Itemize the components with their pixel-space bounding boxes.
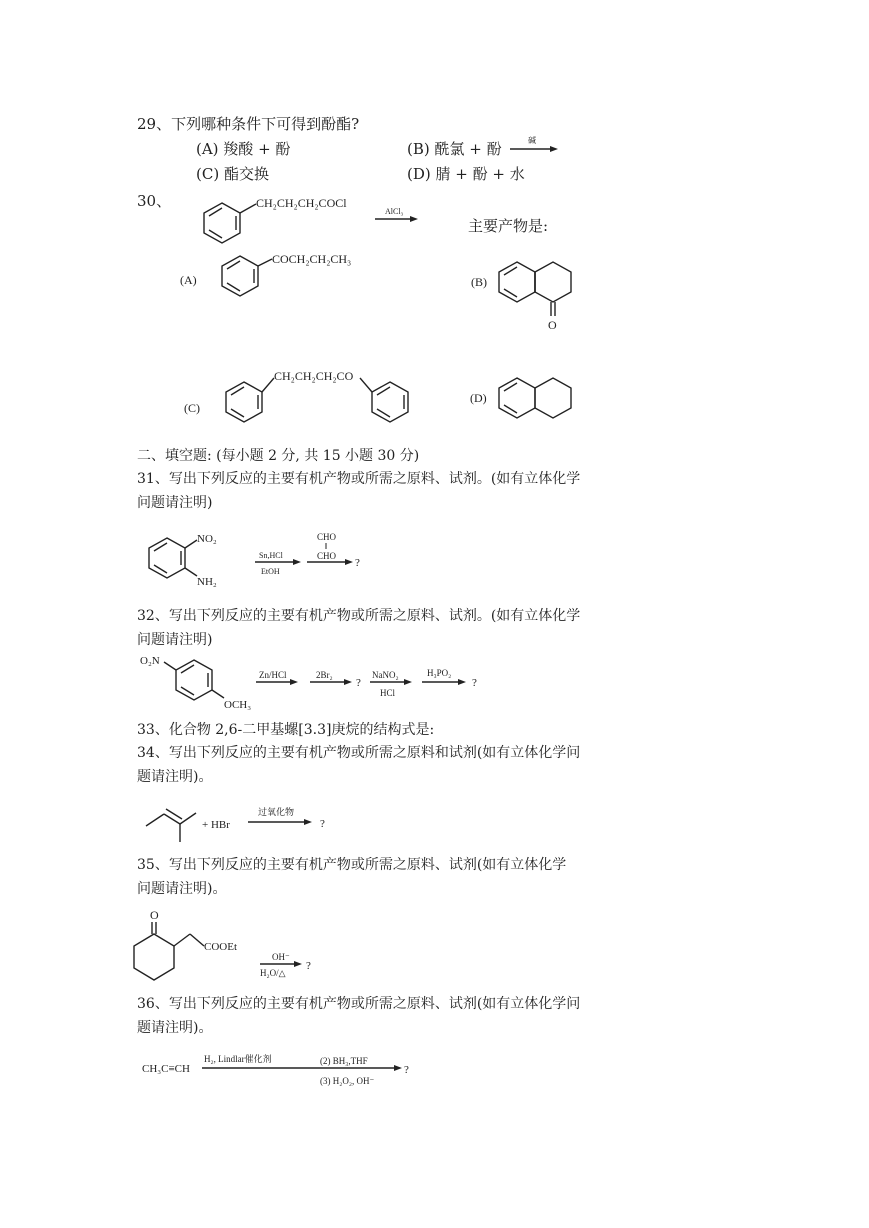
q32-reagent-2: 2Br₂ xyxy=(316,670,333,680)
q35-question: ? xyxy=(306,960,311,972)
q31-nh2: NH₂ xyxy=(197,576,217,588)
q31-reagent-bottom: EtOH xyxy=(261,567,280,576)
q35-reagent-top: OH⁻ xyxy=(272,952,290,962)
q29-option-c: (C) 酯交换 xyxy=(196,165,269,183)
q30-option-a-structure xyxy=(218,248,378,303)
q35-reagent-bottom: H₂O/△ xyxy=(260,968,286,978)
q31-line-2: 问题请注明) xyxy=(137,495,213,511)
q29-option-b-condition: 碱 xyxy=(528,136,536,145)
q29-title: 29、下列哪种条件下可得到酚酯? xyxy=(137,115,360,133)
q32-question-2: ? xyxy=(472,677,477,689)
q32-o2n: O₂N xyxy=(140,655,160,667)
q29-option-d: (D) 腈 + 酚 + 水 xyxy=(407,165,525,183)
q35-cooet: COOEt xyxy=(204,941,237,953)
q36-question: ? xyxy=(404,1064,409,1076)
q31-no2: NO₂ xyxy=(197,533,217,545)
q35-line-2: 问题请注明)。 xyxy=(137,881,227,897)
q32-reagent-1: Zn/HCl xyxy=(259,670,287,680)
q35-line-1: 35、写出下列反应的主要有机产物或所需之原料、试剂(如有立体化学 xyxy=(137,857,567,873)
q32-reagent-3-bottom: HCl xyxy=(380,688,396,698)
q32-reaction xyxy=(140,652,500,712)
q32-line-2: 问题请注明) xyxy=(137,632,213,648)
q34-question: ? xyxy=(320,818,325,830)
q30-label-a: (A) xyxy=(180,273,197,287)
q31-cho-bottom: CHO xyxy=(317,551,337,561)
q30-number: 30、 xyxy=(137,192,172,210)
q32-line-1: 32、写出下列反应的主要有机产物或所需之原料、试剂。(如有立体化学 xyxy=(137,608,581,624)
q29-option-b-arrow xyxy=(510,136,560,156)
q30-option-b-structure xyxy=(497,258,577,338)
q34-line-2: 题请注明)。 xyxy=(137,769,213,785)
q30-reaction-arrow xyxy=(375,206,420,226)
q31-line-1: 31、写出下列反应的主要有机产物或所需之原料、试剂。(如有立体化学 xyxy=(137,471,581,487)
q36-start: CH₃C≡CH xyxy=(142,1063,190,1075)
q30-label-b: (B) xyxy=(471,275,487,289)
q30-option-a-chain: COCH₂CH₂CH₃ xyxy=(272,252,352,266)
q36-reagent-1: H₂, Lindlar催化剂 xyxy=(204,1054,272,1064)
q32-och3: OCH₃ xyxy=(224,699,252,711)
q32-reagent-3-top: NaNO₂ xyxy=(372,670,399,680)
q29-option-a: (A) 羧酸 + 酚 xyxy=(196,140,291,158)
q36-reagent-2-top: (2) BH₃,THF xyxy=(320,1056,368,1066)
q34-reagent: 过氧化物 xyxy=(258,807,295,817)
q34-line-1: 34、写出下列反应的主要有机产物或所需之原料和试剂(如有立体化学问 xyxy=(137,745,581,761)
q36-line-1: 36、写出下列反应的主要有机产物或所需之原料、试剂(如有立体化学问 xyxy=(137,996,581,1012)
q35-reaction xyxy=(130,906,330,986)
q30-option-c-structure xyxy=(222,368,422,428)
q30-label-d: (D) xyxy=(470,391,487,405)
q30-prompt: 主要产物是: xyxy=(468,217,549,235)
q29-option-b: (B) 酰氯 + 酚 xyxy=(407,140,502,158)
q31-question: ? xyxy=(355,557,360,569)
q36-line-2: 题请注明)。 xyxy=(137,1020,213,1036)
section-2-heading: 二、填空题: (每小题 2 分, 共 15 小题 30 分) xyxy=(137,448,420,464)
q30-option-d-structure xyxy=(497,374,577,424)
q30-option-c-chain: CH₂CH₂CH₂CO xyxy=(274,369,354,383)
q36-reaction xyxy=(142,1052,432,1092)
q32-question-1: ? xyxy=(356,677,361,689)
q30-reactant-chain: CH₂CH₂CH₂COCl xyxy=(256,196,347,210)
q34-plus-hbr: + HBr xyxy=(202,819,230,831)
q31-cho-top: CHO xyxy=(317,532,337,542)
q36-reagent-2-bottom: (3) H₂O₂, OH⁻ xyxy=(320,1076,375,1086)
q31-reaction xyxy=(145,530,385,595)
q33-text: 33、化合物 2,6-二甲基螺[3.3]庚烷的结构式是: xyxy=(137,722,435,738)
q30-label-c: (C) xyxy=(184,401,200,415)
q31-reagent-top: Sn,HCl xyxy=(259,551,283,560)
q32-reagent-4: H₃PO₂ xyxy=(427,668,452,678)
q34-reaction xyxy=(142,800,342,845)
q35-oxygen: O xyxy=(150,908,159,922)
q30-reagent: AlCl₃ xyxy=(385,207,404,216)
q30-option-b-oxygen: O xyxy=(548,318,557,332)
